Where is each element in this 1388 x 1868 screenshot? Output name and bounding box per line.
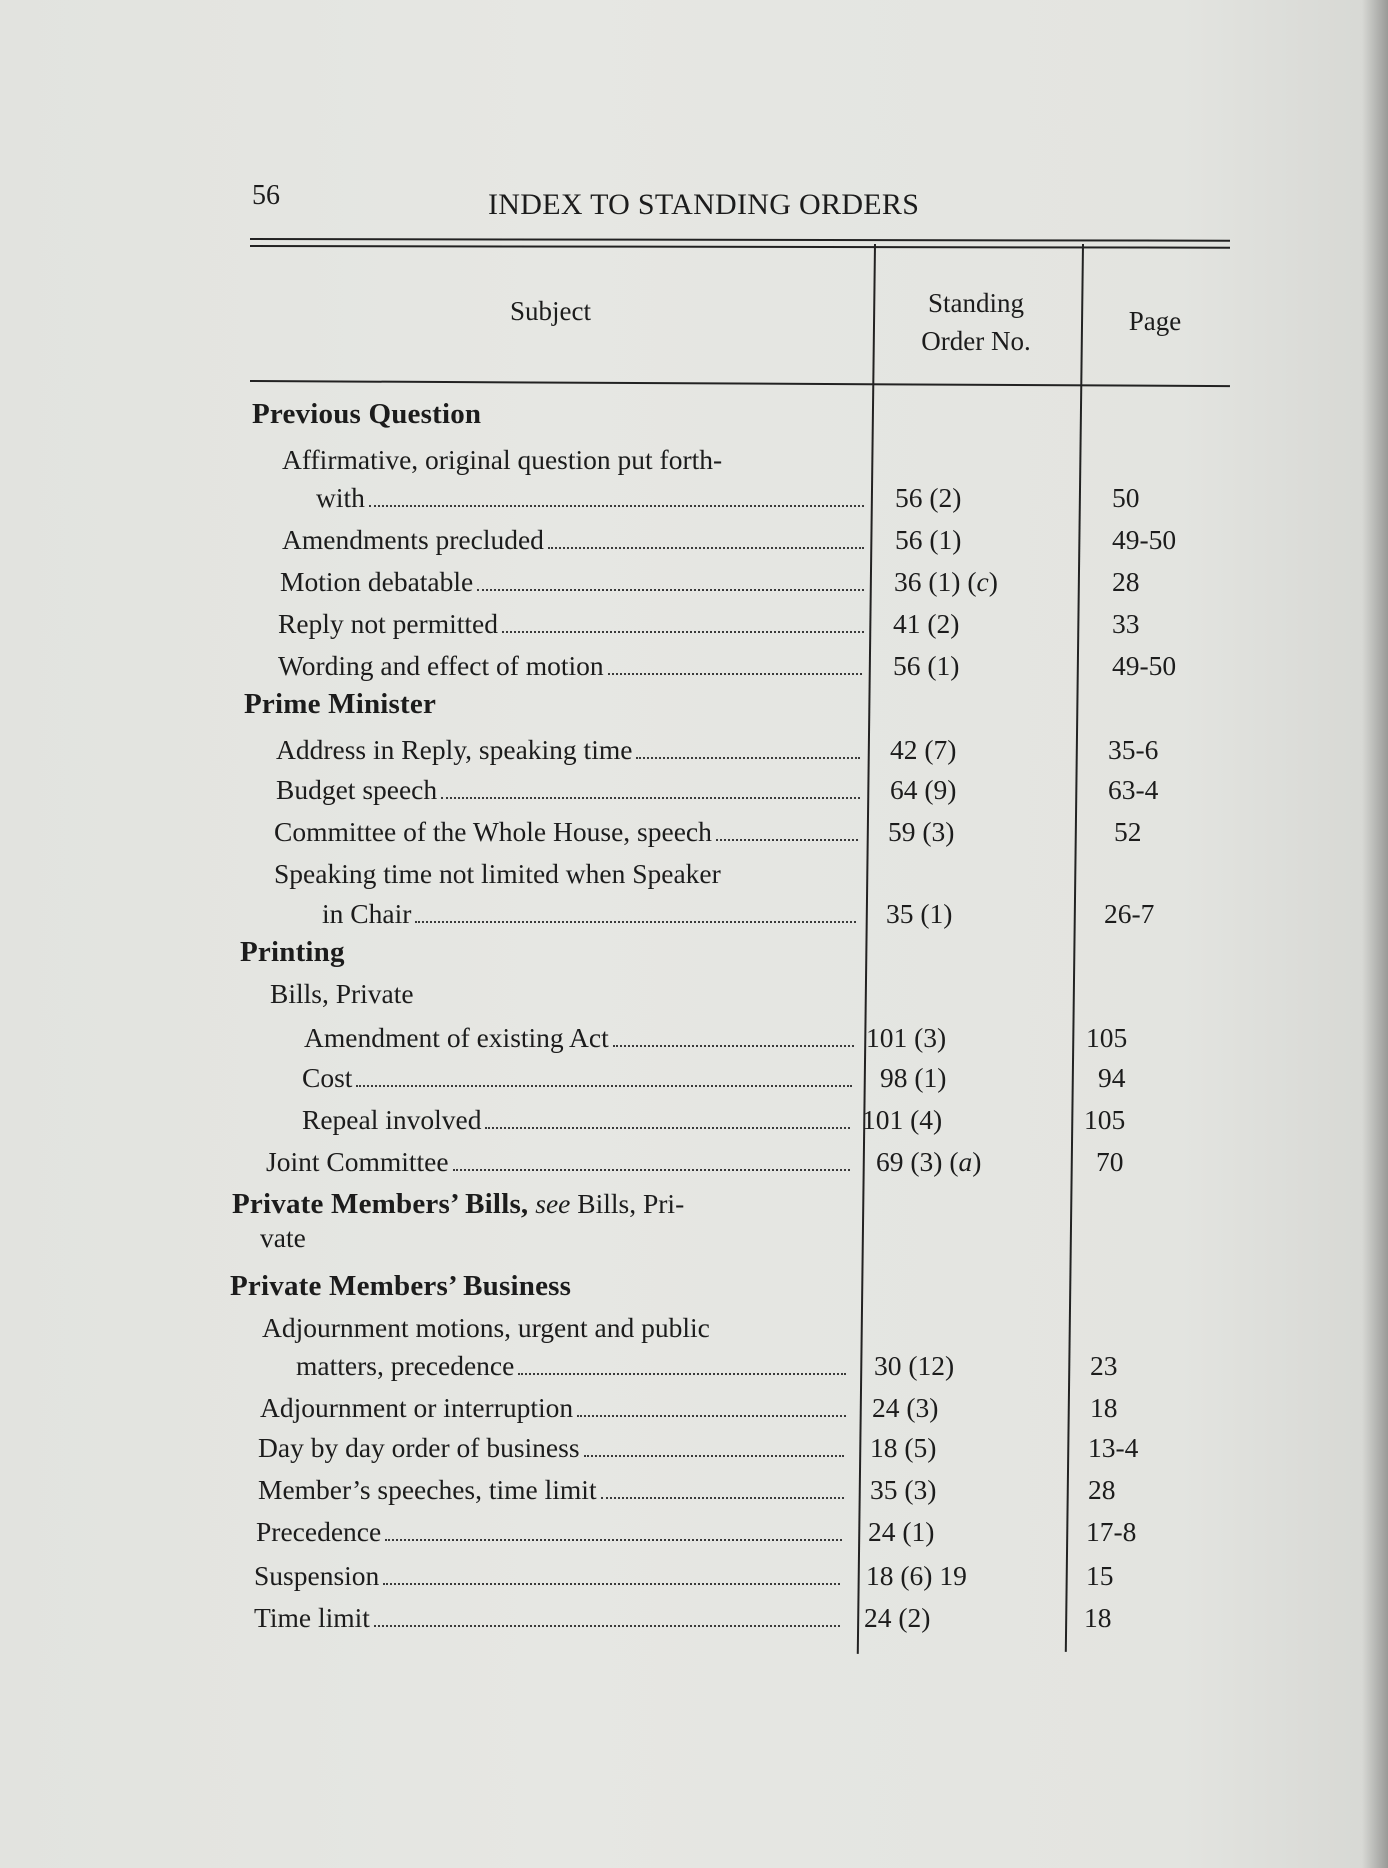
running-title: INDEX TO STANDING ORDERS — [488, 188, 920, 221]
dot-leader — [548, 546, 864, 549]
entry-text: Adjournment motions, urgent and public — [262, 1312, 710, 1343]
index-entry — [0, 524, 1388, 564]
page-reference: 49-50 — [1112, 524, 1177, 555]
standing-order-number: 24 (2) — [864, 1602, 931, 1633]
dot-leader — [502, 630, 864, 633]
entry-text: Day by day order of business — [258, 1432, 580, 1463]
page-reference: 28 — [1112, 566, 1140, 597]
index-entry — [0, 1062, 1388, 1102]
standing-order-number: 101 (4) — [862, 1104, 943, 1135]
entry-text: Repeal involved — [302, 1104, 482, 1135]
entry-text: in Chair — [322, 898, 412, 929]
entry-text: Joint Committee — [266, 1146, 449, 1177]
dot-leader — [369, 504, 864, 507]
column-header-subject: Subject — [510, 296, 591, 326]
standing-order-number: 24 (1) — [868, 1516, 935, 1547]
entry-text: Affirmative, original question put forth- — [282, 444, 723, 475]
page-reference: 26-7 — [1104, 898, 1155, 929]
page-reference: 105 — [1086, 1022, 1128, 1053]
index-entry — [0, 1602, 1388, 1642]
entry-text: Time limit — [254, 1602, 370, 1633]
dot-leader — [385, 1538, 842, 1541]
dot-leader — [415, 920, 856, 923]
index-entry — [0, 1146, 1388, 1186]
standing-order-number: 41 (2) — [893, 608, 960, 639]
dot-leader — [613, 1044, 854, 1047]
page-reference: 33 — [1112, 608, 1140, 639]
heading-private-members-business: Private Members’ Business — [230, 1270, 572, 1302]
entry-text: Suspension — [254, 1560, 380, 1591]
index-entry — [0, 650, 1388, 690]
standing-order-number: 56 (1) — [893, 650, 960, 681]
dot-leader — [453, 1168, 850, 1171]
heading-printing: Printing — [240, 936, 345, 968]
page-reference: 15 — [1086, 1560, 1114, 1591]
dot-leader — [608, 672, 862, 675]
standing-order-number: 59 (3) — [888, 816, 955, 847]
index-entry — [0, 1104, 1388, 1144]
entry-text: Cost — [302, 1062, 353, 1093]
dot-leader — [584, 1454, 844, 1457]
index-entry — [0, 1432, 1388, 1472]
dot-leader — [383, 1582, 840, 1585]
page-reference: 18 — [1090, 1392, 1118, 1423]
index-entry — [0, 898, 1388, 938]
standing-order-number: 35 (3) — [870, 1474, 937, 1505]
page-reference: 105 — [1084, 1104, 1126, 1135]
entry-text: Bills, Private — [270, 978, 414, 1009]
dot-leader — [601, 1496, 844, 1499]
page-reference: 49-50 — [1112, 650, 1177, 681]
page-reference: 23 — [1090, 1350, 1118, 1381]
entry-text: Member’s speeches, time limit — [258, 1474, 597, 1505]
page-reference: 63-4 — [1108, 774, 1159, 805]
index-entry — [0, 566, 1388, 606]
page-reference: 35-6 — [1108, 734, 1159, 765]
standing-order-number: 18 (6) 19 — [866, 1560, 967, 1591]
index-entry — [0, 608, 1388, 648]
page-reference: 17-8 — [1086, 1516, 1137, 1547]
entry-text: Amendments precluded — [282, 524, 544, 555]
heading-private-members-bills: Private Members’ Bills, see Bills, Pri- — [232, 1188, 685, 1220]
standing-order-number: 98 (1) — [880, 1062, 947, 1093]
standing-order-number: 64 (9) — [890, 774, 957, 805]
entry-text: Budget speech — [276, 774, 438, 805]
standing-order-number: 36 (1) (c) — [894, 566, 998, 597]
entry-text: Speaking time not limited when Speaker — [274, 858, 721, 889]
dot-leader — [477, 588, 864, 591]
page-reference: 18 — [1084, 1602, 1112, 1633]
column-header-standing-order-line2: Order No. — [921, 326, 1031, 356]
column-header-standing-order-line1: Standing — [927, 288, 1024, 318]
entry-text: vate — [260, 1222, 306, 1253]
entry-text: Address in Reply, speaking time — [276, 734, 633, 765]
entry-text: Adjournment or interruption — [260, 1392, 574, 1423]
standing-order-number: 56 (1) — [895, 524, 962, 555]
page-reference: 52 — [1114, 816, 1142, 847]
index-entry — [0, 1560, 1388, 1600]
dot-leader — [716, 838, 858, 841]
dot-leader — [518, 1372, 846, 1375]
page-reference: 13-4 — [1088, 1432, 1139, 1463]
dot-leader — [636, 756, 860, 759]
entry-text: Precedence — [256, 1516, 382, 1547]
page-reference: 70 — [1096, 1146, 1124, 1177]
page-reference: 28 — [1088, 1474, 1116, 1505]
dot-leader — [485, 1126, 850, 1129]
standing-order-number: 101 (3) — [866, 1022, 947, 1053]
standing-order-number: 35 (1) — [886, 898, 953, 929]
index-entry — [0, 1022, 1388, 1062]
index-entry — [0, 774, 1388, 814]
index-entry — [0, 1350, 1388, 1390]
index-entry — [0, 482, 1388, 522]
page-reference: 50 — [1112, 482, 1140, 513]
index-entry — [0, 734, 1388, 774]
dot-leader — [356, 1084, 852, 1087]
standing-order-number: 24 (3) — [872, 1392, 939, 1423]
index-entry — [0, 1392, 1388, 1432]
page-reference: 94 — [1098, 1062, 1126, 1093]
entry-text: matters, precedence — [296, 1350, 515, 1381]
entry-text: Committee of the Whole House, speech — [274, 816, 712, 847]
entry-text: Wording and effect of motion — [278, 650, 604, 681]
entry-text: with — [316, 482, 365, 513]
dot-leader — [441, 796, 860, 799]
standing-order-number: 56 (2) — [895, 482, 962, 513]
page-number: 56 — [252, 180, 280, 211]
entry-text: Motion debatable — [280, 566, 474, 597]
heading-prime-minister: Prime Minister — [244, 688, 437, 720]
index-entry — [0, 1516, 1388, 1556]
index-entry — [0, 816, 1388, 856]
index-entry — [0, 1474, 1388, 1514]
dot-leader — [577, 1414, 846, 1417]
standing-order-number: 69 (3) (a) — [876, 1146, 982, 1177]
standing-order-number: 30 (12) — [874, 1350, 955, 1381]
standing-order-number: 18 (5) — [870, 1432, 937, 1463]
entry-text: Reply not permitted — [278, 608, 498, 639]
entry-text: Amendment of existing Act — [304, 1022, 609, 1053]
heading-previous-question: Previous Question — [252, 398, 482, 430]
dot-leader — [374, 1624, 840, 1627]
column-header-page: Page — [1128, 306, 1182, 336]
standing-order-number: 42 (7) — [890, 734, 957, 765]
